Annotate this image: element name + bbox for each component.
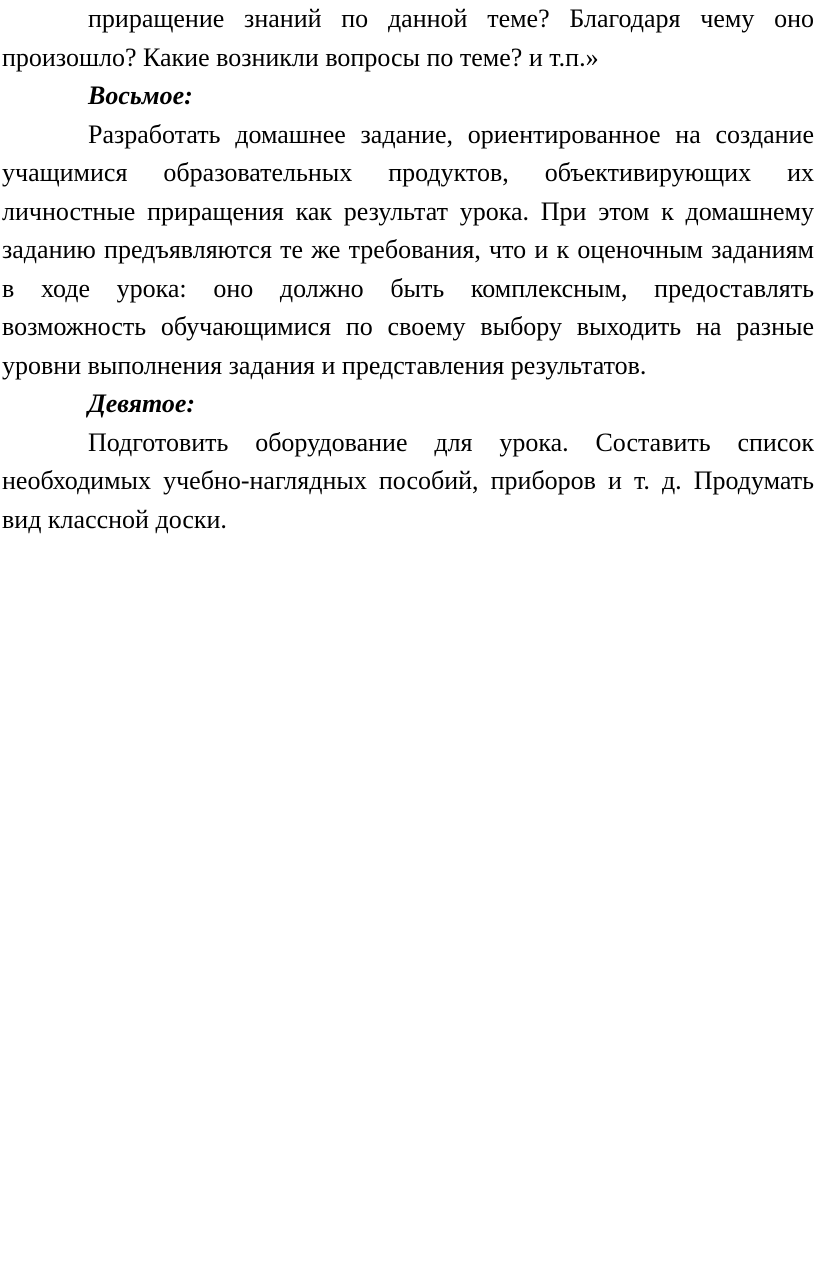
section-8-heading: Восьмое: [88,81,193,110]
section-9-heading: Девятое: [88,389,196,418]
intro-continuation-paragraph: приращение знаний по данной теме? Благодаря чему оно произошло? Какие возникли вопросы по теме? и т.п.» [2,4,814,72]
section-8-paragraph: Разработать домашнее задание, ориентированное на создание учащимися образовательных продуктов, объективирующих их личностные приращения как результат урока. При этом к домашнему заданию предъявляются те же требования, что и к оценочным заданиям в ходе урока: оно должно быть комплексным, предоставлять возможность обучающимися по своему выбору выходить на разные уровни выполнения задания и представления результатов. [2,119,814,380]
section-9-paragraph: Подготовить оборудование для урока. Составить список необходимых учебно-наглядных пособий, приборов и т. д. Продумать вид классной доски. [2,427,814,534]
